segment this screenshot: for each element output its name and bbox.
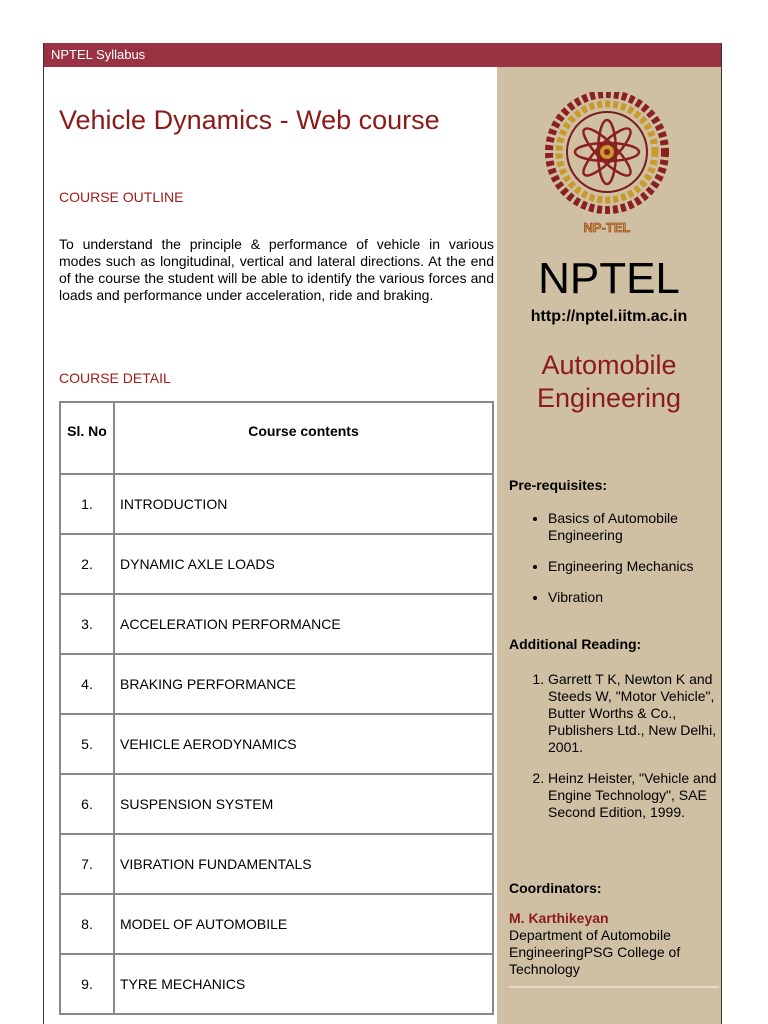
main-content	[44, 67, 497, 1024]
course-outline-heading: COURSE OUTLINE	[59, 189, 184, 205]
page-title: Vehicle Dynamics - Web course	[59, 105, 440, 135]
course-table	[59, 401, 494, 1015]
row-number: 9.	[60, 954, 114, 1014]
row-number: 1.	[60, 474, 114, 534]
coordinators-heading: Coordinators:	[509, 880, 602, 896]
additional-reading-list	[509, 671, 718, 835]
list-item: 2. Heinz Heister, "Vehicle and Engine Technology", SAE Second Edition, 1999.	[548, 770, 718, 821]
table-row	[60, 654, 493, 714]
nptel-name: NPTEL	[538, 254, 680, 303]
row-content: SUSPENSION SYSTEM	[114, 774, 493, 834]
table-row	[60, 534, 493, 594]
row-content: INTRODUCTION	[114, 474, 493, 534]
row-content: BRAKING PERFORMANCE	[114, 654, 493, 714]
list-item: 1. Garrett T K, Newton K and Steeds W, "Motor Vehicle", Butter Worths & Co., Publishers Ltd., New Delhi, 2001.	[548, 671, 718, 756]
sidebar	[497, 67, 721, 1024]
row-content: VIBRATION FUNDAMENTALS	[114, 834, 493, 894]
department-name: Automobile Engineering	[536, 350, 682, 413]
table-row	[60, 714, 493, 774]
row-content: VEHICLE AERODYNAMICS	[114, 714, 493, 774]
nptel-url[interactable]: http://nptel.iitm.ac.in	[530, 308, 688, 325]
row-content: MODEL OF AUTOMOBILE	[114, 894, 493, 954]
row-content: ACCELERATION PERFORMANCE	[114, 594, 493, 654]
list-item: • Basics of Automobile Engineering	[548, 510, 718, 544]
row-number: 5.	[60, 714, 114, 774]
course-outline-text: To understand the principle & performance of vehicle in various modes such as longitudinal, vertical and lateral directions. At the end of the course the student will be able to identify the various forces and loads and performance under acceleration, ride and braking.	[59, 236, 494, 303]
table-row	[60, 834, 493, 894]
prerequisites-heading: Pre-requisites:	[509, 477, 608, 493]
row-number: 6.	[60, 774, 114, 834]
coordinator-name: M. Karthikeyan	[509, 910, 609, 926]
table-row	[60, 894, 493, 954]
table-row	[60, 474, 493, 534]
row-content: TYRE MECHANICS	[114, 954, 493, 1014]
row-content: DYNAMIC AXLE LOADS	[114, 534, 493, 594]
table-row	[60, 594, 493, 654]
nptel-logo	[543, 92, 671, 237]
additional-reading-heading: Additional Reading:	[509, 636, 642, 652]
list-item: • Engineering Mechanics	[548, 558, 718, 575]
row-number: 7.	[60, 834, 114, 894]
list-item: • Vibration	[548, 589, 718, 606]
course-detail-heading: COURSE DETAIL	[59, 370, 171, 386]
column-header-sl-no: Sl. No	[60, 402, 114, 474]
column-header-course-contents: Course contents	[114, 402, 493, 474]
row-number: 4.	[60, 654, 114, 714]
table-row	[60, 954, 493, 1014]
prerequisites-list	[509, 510, 718, 620]
logo-text: NP-TEL	[583, 220, 631, 235]
table-row	[60, 774, 493, 834]
row-number: 3.	[60, 594, 114, 654]
sidebar-divider	[509, 986, 719, 988]
row-number: 2.	[60, 534, 114, 594]
row-number: 8.	[60, 894, 114, 954]
coordinator-department: Department of Automobile EngineeringPSG College of Technology	[509, 927, 681, 977]
syllabus-header: NPTEL Syllabus	[44, 43, 721, 67]
